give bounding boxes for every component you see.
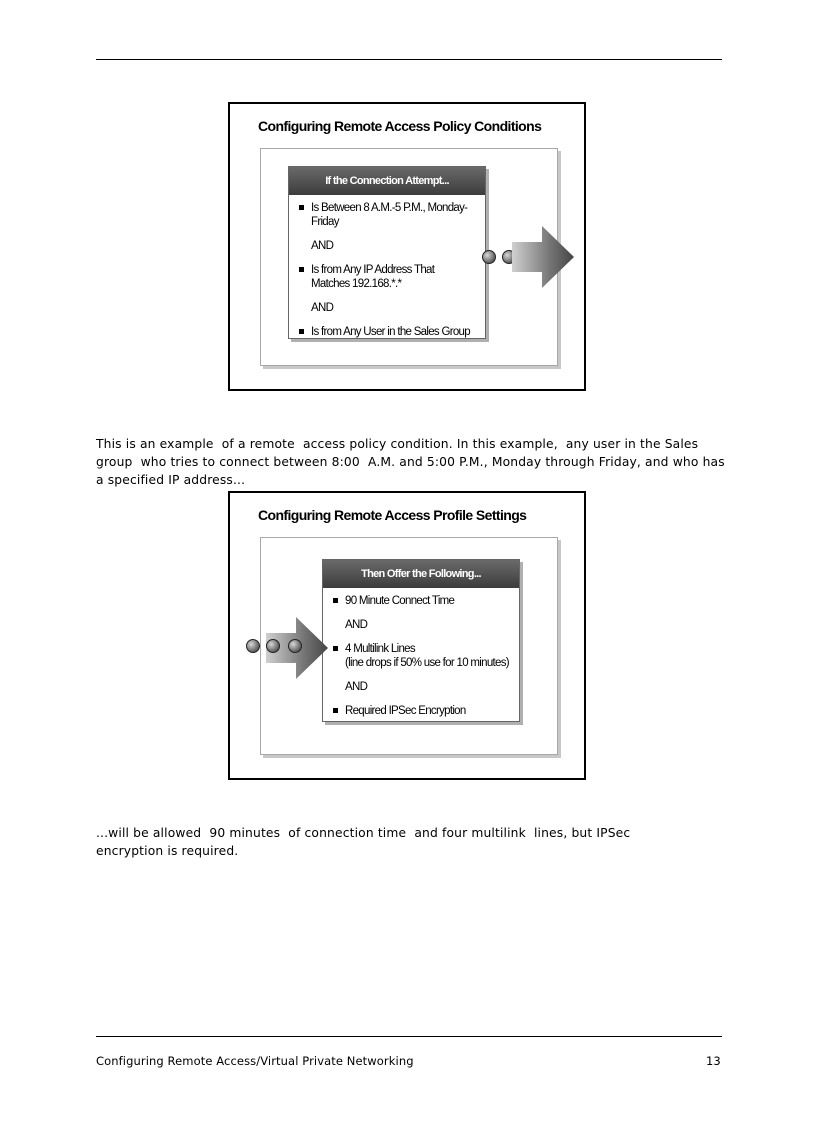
page-number: 13 [706,1054,721,1068]
connector-dot-icon [482,250,496,264]
profile-and-2: AND [345,681,368,693]
profile-bullet-connect-time: 90 Minute Connect Time [333,594,509,608]
paragraph-policy-example: This is an example of a remote access policy condition. In this example, any user in the Sales group who tries to connect between 8:00 A.M. and 5:00 P.M., Monday through Friday, and who has a specified IP address... [96,437,729,487]
slide2-title: Configuring Remote Access Profile Settings [258,507,527,523]
profile-card [322,559,520,722]
profile-card-header: Then Offer the Following... [323,560,519,588]
condition-bullet-group: Is from Any User in the Sales Group [299,325,475,339]
profile-bullet-multilink-line1: 4 Multilink Lines [345,643,415,655]
condition-and-1: AND [311,240,334,252]
connector-dot-icon [246,639,260,653]
profile-bullet-multilink [333,642,509,670]
condition-bullet-time: Is Between 8 A.M.-5 P.M., Monday-Friday [299,201,475,229]
slide1-title: Configuring Remote Access Policy Conditions [258,118,542,134]
condition-card-body [289,195,485,339]
paragraph-profile-result: ...will be allowed 90 minutes of connection time and four multilink lines, but IPSec encryption is required. [96,826,635,858]
profile-bullet-ipsec: Required IPSec Encryption [333,704,509,718]
slide-policy-conditions [228,102,586,391]
condition-card [288,166,486,339]
footer-rule [96,1036,722,1037]
header-rule [96,59,722,60]
right-arrow-icon [512,226,576,288]
condition-and-2: AND [311,302,334,314]
profile-card-body [323,588,519,718]
slide-profile-settings [228,491,586,780]
condition-card-header: If the Connection Attempt... [289,167,485,195]
footer-title: Configuring Remote Access/Virtual Private Networking [96,1054,414,1068]
profile-bullet-multilink-line2: (line drops if 50% use for 10 minutes) [345,657,509,669]
connector-dot-icon [288,639,302,653]
connector-dot-icon [266,639,280,653]
condition-bullet-ip: Is from Any IP Address That Matches 192.168.*.* [299,263,475,291]
profile-and-1: AND [345,619,368,631]
